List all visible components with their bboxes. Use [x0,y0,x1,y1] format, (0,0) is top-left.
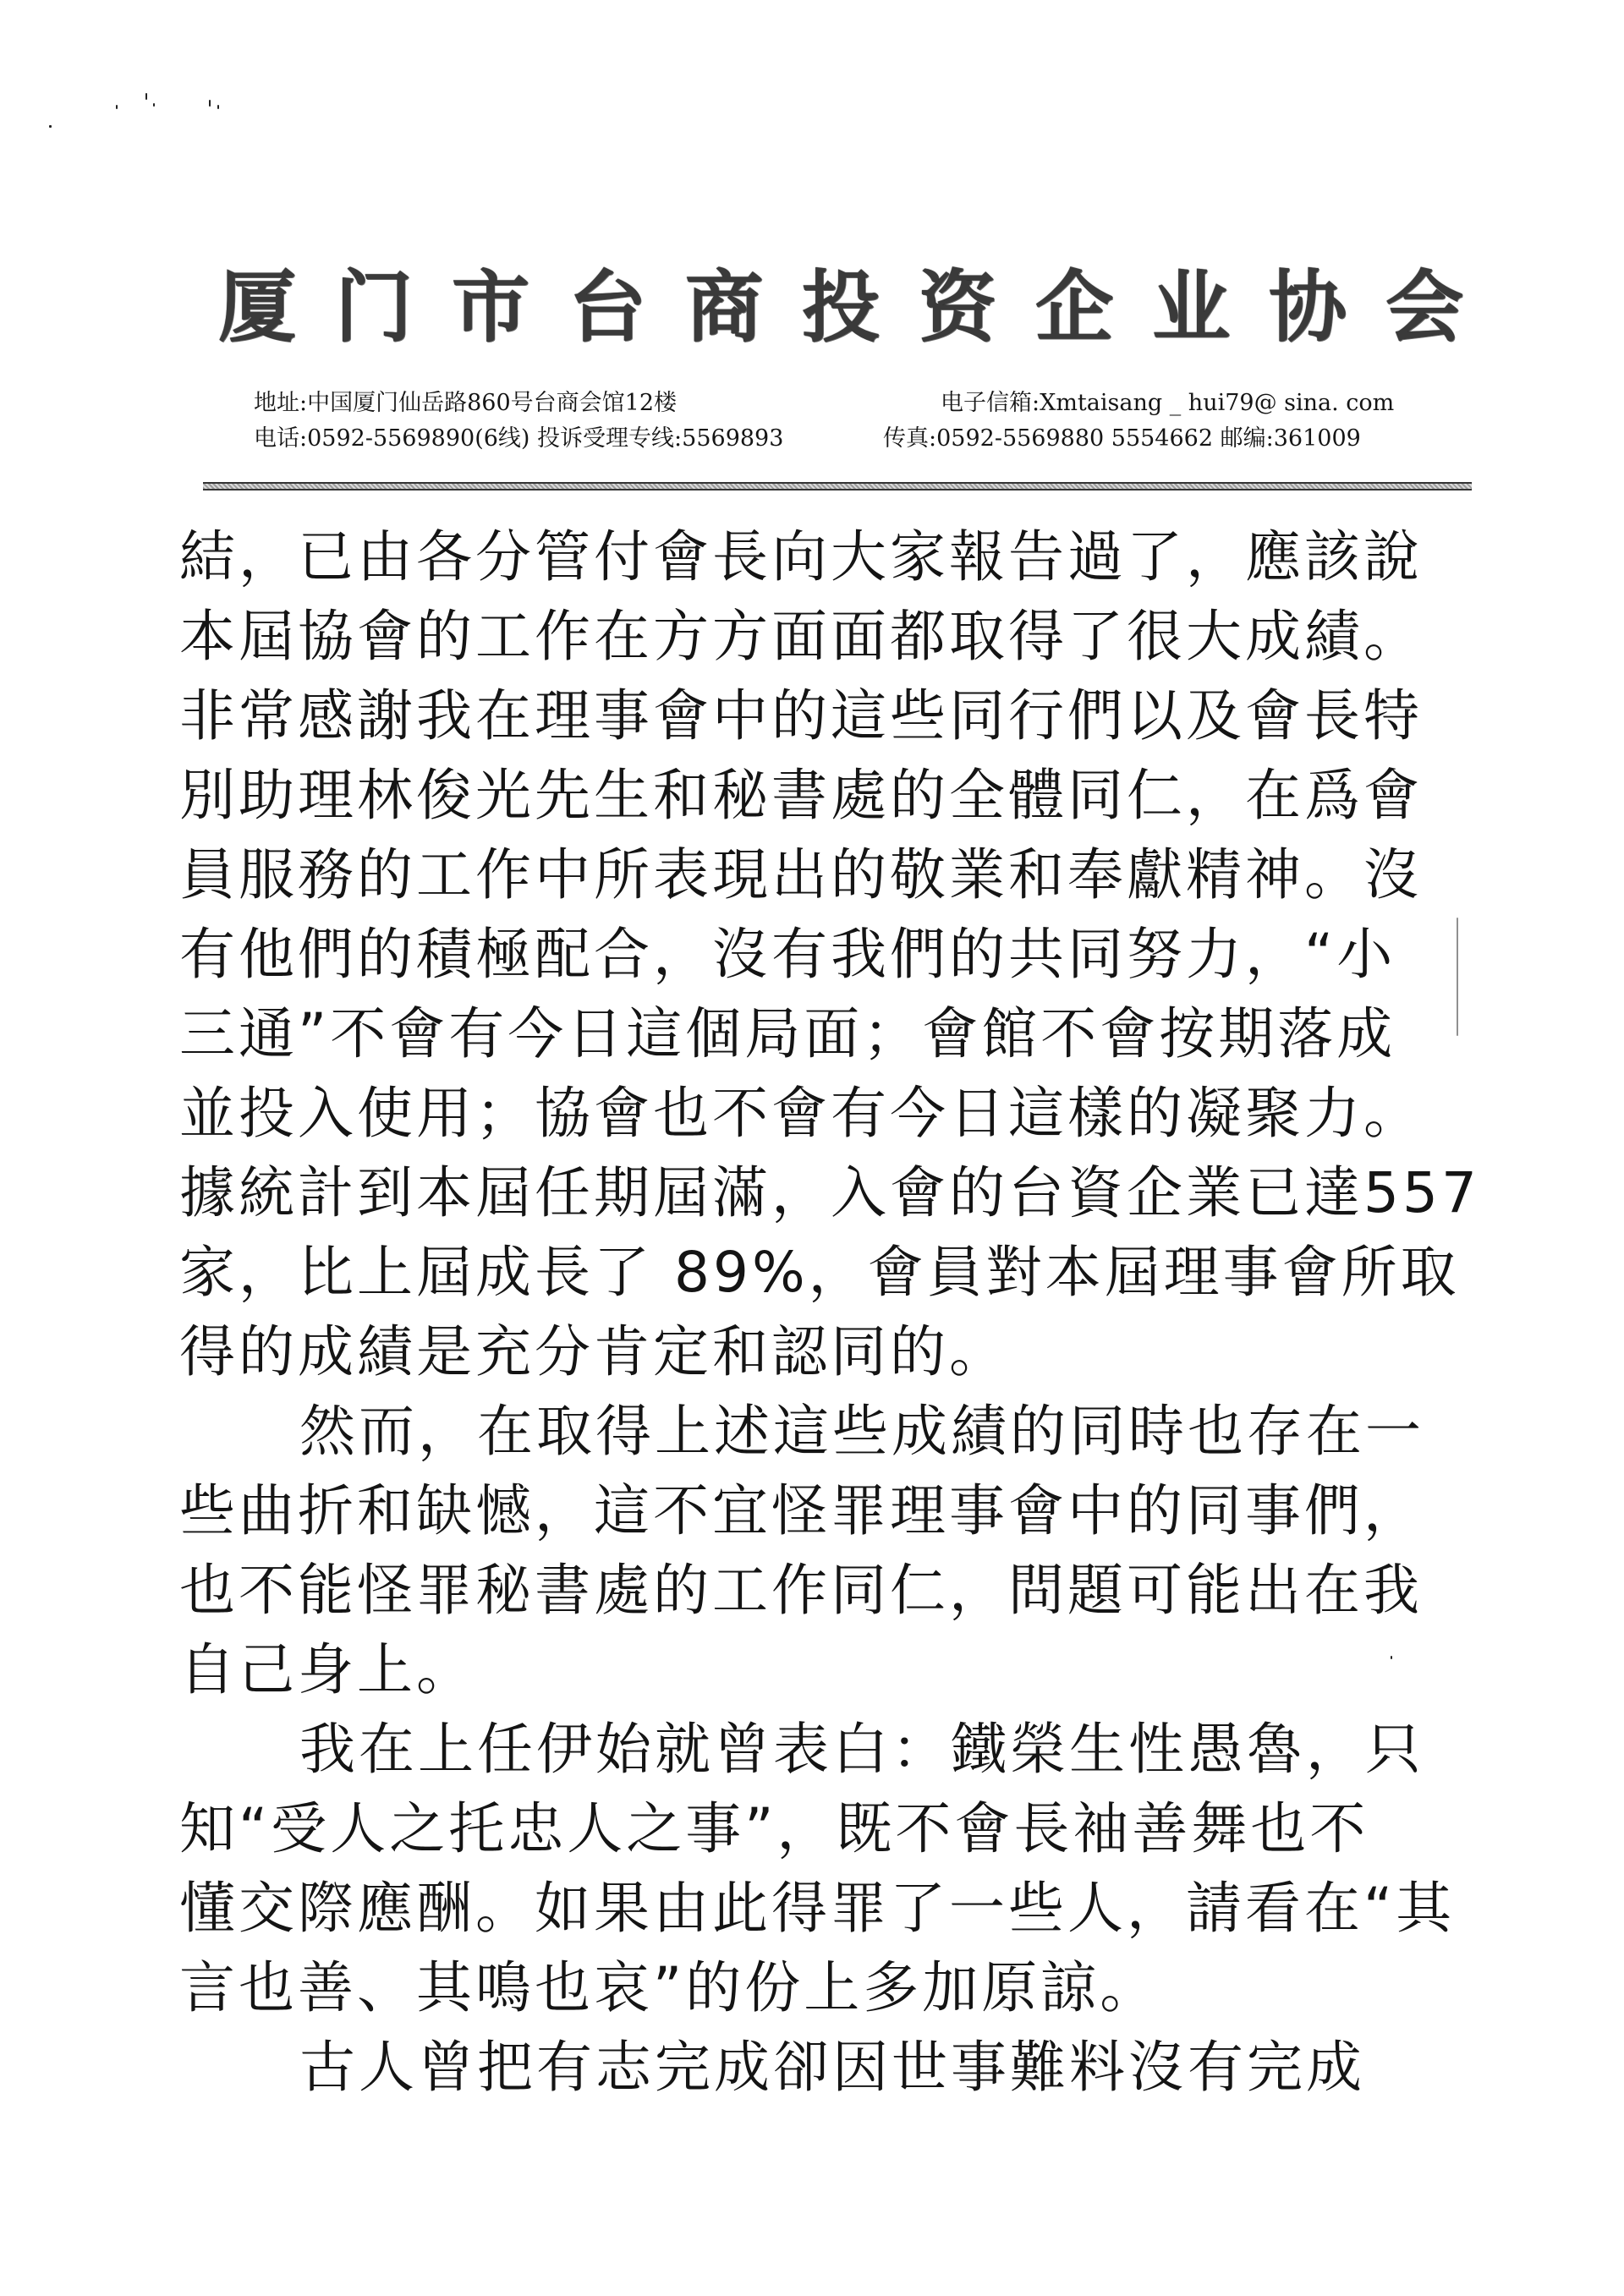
scan-speck [217,105,219,109]
body-line: 有他們的積極配合，沒有我們的共同努力，“小 [179,922,1396,987]
phone-value: 0592-5569890(6线) [307,425,530,452]
scan-speck [145,93,147,100]
body-line: 員服務的工作中所表現出的敬業和奉獻精神。沒 [179,842,1423,907]
letter-body [179,518,1480,2107]
fax-line [883,425,1361,453]
complaint-label: 投诉受理专线: [537,425,683,452]
complaint-value: 5569893 [682,425,784,452]
body-line: 些曲折和缺憾，這不宜怪罪理事會中的同事們， [179,1478,1423,1543]
body-line-paragraph-start: 古人曾把有志完成卻因世事難料沒有完成 [299,2035,1365,2100]
address-line [254,389,677,418]
body-line: 言也善、其鳴也哀”的份上多加原諒。 [179,1955,1160,2020]
body-line-paragraph-start: 然而，在取得上述這些成績的同時也存在一 [299,1399,1424,1464]
phone-label: 电话: [254,425,308,452]
body-line: 三通”不會有今日這個局面；會館不會按期落成 [179,1001,1396,1066]
scan-speck [116,105,118,109]
body-line: 懂交際應酬。如果由此得罪了一些人，請看在“其 [179,1876,1456,1941]
email-line [941,389,1394,418]
scan-speck [49,125,52,128]
letterhead-divider [203,482,1472,490]
postcode-label: 邮编: [1220,425,1274,452]
body-line: 自己身上。 [179,1637,475,1702]
body-line: 得的成績是充分肯定和認同的。 [179,1319,1008,1384]
email-value: Xmtaisang _ hui79@ sina. com [1040,390,1395,416]
body-line: 別助理林俊光先生和秘書處的全體同仁，在爲會 [179,763,1423,828]
organization-title: 厦门市台商投资企业协会 [218,261,1503,353]
body-line-paragraph-start: 我在上任伊始就曾表白：鐵榮生性愚魯，只 [299,1717,1424,1782]
email-label: 电子信箱: [941,390,1040,416]
fax-label: 传真: [883,425,937,452]
scan-speck [209,100,211,107]
address-value: 中国厦门仙岳路860号台商会馆12楼 [307,390,677,416]
phone-line [254,425,783,453]
body-line: 本屆協會的工作在方方面面都取得了很大成績。 [179,604,1423,669]
fax-value: 0592-5569880 5554662 [936,425,1214,452]
body-line: 並投入使用；協會也不會有今日這樣的凝聚力。 [179,1081,1423,1146]
body-line: 非常感謝我在理事會中的這些同行們以及會長特 [179,683,1423,748]
body-line: 家，比上屆成長了 89%，會員對本屆理事會所取 [179,1240,1460,1305]
body-line: 知“受人之托忠人之事”，既不會長袖善舞也不 [179,1796,1369,1861]
body-line: 據統計到本屆任期屆滿，入會的台資企業已達557 [179,1160,1480,1225]
body-line: 結，已由各分管付會長向大家報告過了，應該說 [179,524,1423,589]
postcode-value: 361009 [1273,425,1361,452]
scan-speck [153,103,155,107]
body-line: 也不能怪罪秘書處的工作同仁，問題可能出在我 [179,1558,1423,1623]
address-label: 地址: [254,390,308,416]
